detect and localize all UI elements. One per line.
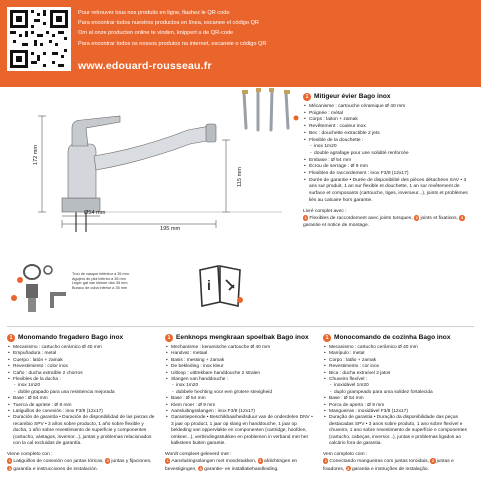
- spec-item: • Empuñadura : metal: [7, 351, 157, 357]
- header-line-fr: Pour retrouver tous nos produits en ligne, flashez le QR code: [78, 10, 230, 16]
- spec-item: • Base : Ø 54 mm: [165, 396, 315, 402]
- install-note-nl: Leger gat van kleiner dan 35 mm: [72, 281, 128, 286]
- spec-item: • Garantieperiode • Beschikbaarheidsduur van de onderdelen DNV • 3 jaar op product, 1 jaar op slang en handdouche, 1 jaar op bekleding van oppervlakte en componenten (cartridge, hoofden, omkeer...), verbindingsstukken en problemen in verband met het kalksteen buiten garantie.: [165, 415, 315, 447]
- section-badge-fr: 1: [303, 93, 311, 101]
- spec-item: • Handvat : metaal: [165, 351, 315, 357]
- delivered-item: Conectando mangueiras com juntas toroidais,: [329, 459, 429, 465]
- delivered-badge: 3: [460, 215, 464, 221]
- spec-subitem: - inoxidável 1m20: [323, 383, 473, 389]
- delivered-item: garantie- en installatiehandleiding.: [204, 466, 279, 472]
- product-title-fr: Mitigeur évier Bago inox: [314, 93, 391, 100]
- header-instructions: [78, 8, 468, 49]
- spec-item: • Basis : messing + zamak: [165, 358, 315, 364]
- spec-item: • Base : Ø 54 mm: [7, 396, 157, 402]
- spec-item: • Slangen van handdouche :: [165, 377, 315, 383]
- spec-item: • Durée de garantie • Durée de disponibilité des pièces détachées SAV • 3 ans sur produit, 1 an sur flexible et douchette, 1 an sur revêtement de surface et composants (cartouche, tiges, inverseur...), joints et problèmes liés au calcaire hors garantie.: [303, 178, 475, 205]
- delivered-item: afdichtingen en bevestigingen,: [165, 459, 298, 472]
- spec-item: • Duración de garantía • Duración de disponibilidad de las piezas de recambio SPV • 3 años sobre producto, 1 año sobre flexible y ducha, 1 año sobre revestimiento de superficie y componentes (cartucho, vástagos, inversor...), juntas y problemas relacionados con la cal excluidas de garantía.: [7, 415, 157, 447]
- product-title-es: Monomando fregadero Bago inox: [18, 334, 124, 341]
- delivered-badge: 3: [199, 465, 202, 471]
- install-section: [6, 258, 246, 318]
- dim-base: Ø54 mm: [84, 210, 106, 216]
- badge-1-icon: [294, 116, 299, 121]
- delivered-item: Aansluitingsslangen met mondstukken,: [171, 459, 257, 465]
- spec-item: • Duração de garantia • Duração da disponibilidade das peças destacadas SPV • 3 anos sobre produto, 1 ano sobre flexível e chuveiro, 1 ano sobre revestimento de superfície e componentes (cartucho, cabeças, inversor...), juntas e problemas ligados ao calcário fora de garantia.: [323, 415, 473, 447]
- delivered-item: Latiguillos de conexión con juntas tóricas,: [13, 459, 104, 465]
- product-title-nl: Eenknops mengkraan spoelbak Bago inox: [176, 334, 309, 341]
- spec-item: • Bica : ducha extraível 2 jatos: [323, 371, 473, 377]
- spec-item: • Revestimiento : color inox: [7, 364, 157, 370]
- delivered-badge: 2: [431, 458, 435, 464]
- delivered-badge: 3: [347, 465, 350, 471]
- delivered-item: juntas e fixadores,: [323, 459, 454, 472]
- qr-code[interactable]: [7, 7, 71, 71]
- spec-item: • Base : Ø 54 mm: [323, 396, 473, 402]
- dim-height-spout: 115 mm: [236, 167, 243, 187]
- install-note-fr: Trou de vasque inférieur à 35 mm.: [72, 272, 130, 276]
- spec-list-es: [7, 345, 157, 448]
- instruction-manual-icon: [196, 260, 244, 308]
- product-specs-nl: [165, 334, 315, 474]
- spec-item: • Flexibles de la ducha :: [7, 377, 157, 383]
- dim-height-total: 172 mm: [33, 144, 40, 166]
- delivered-item: garantie et notice de montage.: [303, 222, 370, 228]
- product-specs-pt: [323, 334, 473, 474]
- spec-item: • Poignée : métal: [303, 111, 475, 118]
- spec-item: • Mechanisme : keramische cartouche Ø 40 mm: [165, 345, 315, 351]
- product-title-pt: Monocomando de cozinha Bago inox: [334, 334, 451, 341]
- spec-item: • Écrou de serrage : Ø 9 mm: [303, 164, 475, 171]
- spec-item: • Mecanismo : cartucho cerâmico Ø 40 mm: [323, 345, 473, 351]
- spec-item: • Uitloop : uittrekbare handdouche 2 stralen: [165, 371, 315, 377]
- delivered-badge: 1: [324, 458, 327, 464]
- delivered-with-nl: [165, 452, 315, 474]
- spec-list-fr: [303, 104, 475, 205]
- delivered-intro: Wordt compleet geleverd met :: [165, 451, 232, 457]
- section-divider: [7, 326, 474, 327]
- spec-item: • Mangueiras : inoxidável F3/8 (12x17): [323, 409, 473, 415]
- spec-item: • De bekleding : inox kleur: [165, 364, 315, 370]
- spec-item: • Mécanisme : cartouche céramique Ø 40 mm: [303, 104, 475, 111]
- delivered-badge: 3: [8, 465, 11, 471]
- install-note-es: Agujero de pila inferior a 35 mm: [72, 276, 126, 281]
- delivered-badge: 1: [8, 458, 11, 464]
- product-specs-fr: [303, 93, 475, 230]
- spec-subitem: - inox 1m20: [165, 383, 315, 389]
- delivered-badge: 2: [106, 458, 109, 464]
- spec-item: • Revêtement : couleur inox: [303, 124, 475, 131]
- delivered-item: joints et fixations,: [420, 216, 458, 222]
- install-note-pt: Buraco de cuba inferior a 35 mm: [72, 285, 128, 290]
- section-badge-pt: 1: [323, 334, 331, 342]
- spec-item: • Latiguillos de conexión : inox F3/8 (12x17): [7, 409, 157, 415]
- spec-subitem: - inox 1m20: [7, 383, 157, 389]
- delivered-intro: Viene completo con :: [7, 451, 53, 457]
- delivered-with-fr: [303, 209, 475, 230]
- website-link[interactable]: www.edouard-rousseau.fr: [78, 60, 212, 72]
- spec-list-pt: [323, 345, 473, 448]
- spec-item: • Tuerca de apriete : Ø 9 mm: [7, 403, 157, 409]
- spec-item: • Flexibles de raccordement : inox F3/8 (12x17): [303, 171, 475, 178]
- spec-item: • Aansluitingsslangen : inox F3/8 (12x17): [165, 409, 315, 415]
- delivered-badge: 1: [304, 215, 307, 221]
- delivered-item: garantia e instruções de instalação.: [351, 466, 429, 472]
- delivered-with-es: [7, 452, 157, 474]
- delivered-item: Flexibles de raccordement avec joints torsques,: [309, 216, 413, 222]
- spec-item: • Porca de aperto : Ø 9 mm: [323, 403, 473, 409]
- spec-item: • Flexible de la douchette :: [303, 138, 475, 145]
- spec-item: • Klem moer : Ø 9 mm: [165, 403, 315, 409]
- spec-item: • Cuerpo : latón + zamak: [7, 358, 157, 364]
- delivered-intro: Livré complet avec :: [303, 208, 347, 214]
- spec-subitem: - duplo grampeado para uma solidez fortalecida: [323, 390, 473, 396]
- spec-subitem: - doble grapado para una resistencia mejorada: [7, 390, 157, 396]
- spec-list-nl: [165, 345, 315, 448]
- svg-text:i: i: [207, 277, 211, 293]
- delivered-badge: 2: [415, 215, 418, 221]
- header-line-pt: Para encontrar todos os nossos produtos na internet, escaneie o código QR: [78, 40, 267, 47]
- parts-photo: [238, 88, 300, 132]
- delivered-item: juntas y fijaciones,: [111, 459, 152, 465]
- spec-subitem: - inox 1m20: [303, 144, 475, 151]
- spec-item: • Caño : ducha extraíble 2 chorros: [7, 371, 157, 377]
- header-line-es: Para encontrar todos nuestros productos en línea, escanee el código QR: [78, 20, 259, 27]
- section-badge-es: 1: [7, 334, 15, 342]
- spec-subitem: - dubbele hechting voor een grotere stevigheid: [165, 390, 315, 396]
- delivered-badge: 2: [259, 458, 262, 464]
- qr-code-icon: [7, 7, 71, 71]
- dim-width: 195 mm: [160, 226, 181, 232]
- spec-item: • Mecanismo : cartucho cerámico Ø 40 mm: [7, 345, 157, 351]
- spec-item: • Corpo : latão + zamak: [323, 358, 473, 364]
- spec-item: • Bec : douchette extractible 2 jets: [303, 131, 475, 138]
- connection-hoses-icon: [238, 88, 300, 132]
- spec-item: • Manípulo : metal: [323, 351, 473, 357]
- delivered-badge: 1: [166, 458, 169, 464]
- delivered-item: garantía e instrucciones de instalación.: [13, 466, 98, 472]
- spec-item: • Chuveiro flexível :: [323, 377, 473, 383]
- product-specs-es: [7, 334, 157, 474]
- header-line-nl: Om al onze producten online te vinden, knippert u de QR-code: [78, 30, 234, 37]
- spec-subitem: - double agrafage pour une solidité renforcée: [303, 151, 475, 158]
- spec-item: • Corps : laiton + zamak: [303, 117, 475, 124]
- spec-item: • Revestimento : cor inox: [323, 364, 473, 370]
- delivered-intro: Vem completo com :: [323, 451, 368, 457]
- spec-item: • Embase : Ø 54 mm: [303, 158, 475, 165]
- delivered-with-pt: [323, 452, 473, 474]
- section-badge-nl: 1: [165, 334, 173, 342]
